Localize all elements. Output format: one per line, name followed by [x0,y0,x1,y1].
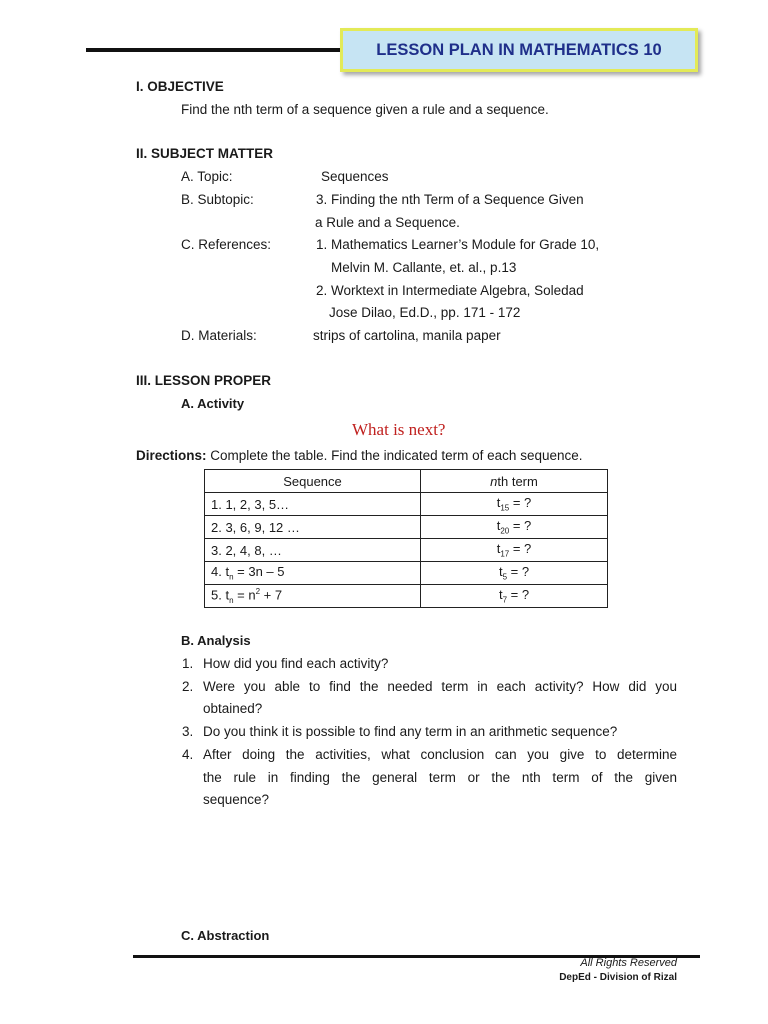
sequence-cell: 5. $t_n = n^2 + 7$ [205,585,421,608]
directions-label: Directions: [136,448,207,463]
sequence-cell: 3. 2, 4, 8, … [205,539,421,562]
question-4-line-1: After doing the activities, what conclusion can you give to determine [203,747,677,762]
sequence-table [204,469,608,608]
references-label: C. References: [181,237,272,252]
question-4-line-3: sequence? [203,792,270,807]
abstraction-heading: C. Abstraction [181,928,270,943]
question-4-line-2: the rule in finding the general term or the nth term of the given [203,770,677,785]
sequence-cell: 1. 1, 2, 3, 5… [205,493,421,516]
materials-value: strips of cartolina, manila paper [313,328,501,343]
term-cell: $t_{17}$ = ? [421,539,608,562]
topic-label: A. Topic: [181,169,233,184]
question-2-line-1: Were you able to find the needed term in each activity? How did you [203,679,677,694]
table-header-row [205,470,608,493]
reference-2-line-2: Jose Dilao, Ed.D., pp. 171 - 172 [329,305,521,320]
sequence-cell: 2. 3, 6, 9, 12 … [205,516,421,539]
term-cell: $t_7$ = ? [421,585,608,608]
term-cell: $t_{15}$ = ? [421,493,608,516]
sequence-column-header: Sequence [205,470,421,493]
subtopic-label: B. Subtopic: [181,192,254,207]
materials-label: D. Materials: [181,328,257,343]
header-title-box [340,28,698,72]
table-row [205,585,608,608]
subtopic-line-2: a Rule and a Sequence. [315,215,460,230]
footer-rights: All Rights Reserved [580,957,677,969]
term-cell: $t_5$ = ? [421,562,608,585]
table-row [205,539,608,562]
reference-1-line-1: 1. Mathematics Learner’s Module for Grade 10, [316,237,600,252]
analysis-heading: B. Analysis [181,633,251,648]
header-rule [86,48,348,52]
activity-heading: A. Activity [181,396,245,411]
question-1-text: How did you find each activity? [203,656,389,671]
directions [136,448,583,463]
question-4-number: 4. [182,747,194,762]
question-3-number: 3. [182,724,194,739]
sequence-cell: 4. $t_n = 3n - 5$ [205,562,421,585]
table-row [205,562,608,585]
lesson-proper-heading: III. LESSON PROPER [136,373,272,388]
subtopic-line-1: 3. Finding the nth Term of a Sequence Given [316,192,584,207]
directions-text: Complete the table. Find the indicated term of each sequence. [206,448,583,463]
document-title: LESSON PLAN IN MATHEMATICS 10 [376,40,662,59]
subject-matter-heading: II. SUBJECT MATTER [136,146,274,161]
term-cell: $t_{20}$ = ? [421,516,608,539]
objective-heading: I. OBJECTIVE [136,79,224,94]
table-row [205,493,608,516]
question-2-line-2: obtained? [203,701,263,716]
objective-text: Find the nth term of a sequence given a rule and a sequence. [181,102,549,117]
activity-title: What is next? [352,420,446,439]
topic-value: Sequences [321,169,389,184]
reference-2-line-1: 2. Worktext in Intermediate Algebra, Soledad [316,283,584,298]
question-2-number: 2. [182,679,194,694]
question-3-text: Do you think it is possible to find any term in an arithmetic sequence? [203,724,618,739]
reference-1-line-2: Melvin M. Callante, et. al., p.13 [331,260,517,275]
nth-term-column-header: nth term [421,470,608,493]
footer-division: DepEd - Division of Rizal [559,972,677,983]
table-row [205,516,608,539]
question-1-number: 1. [182,656,194,671]
